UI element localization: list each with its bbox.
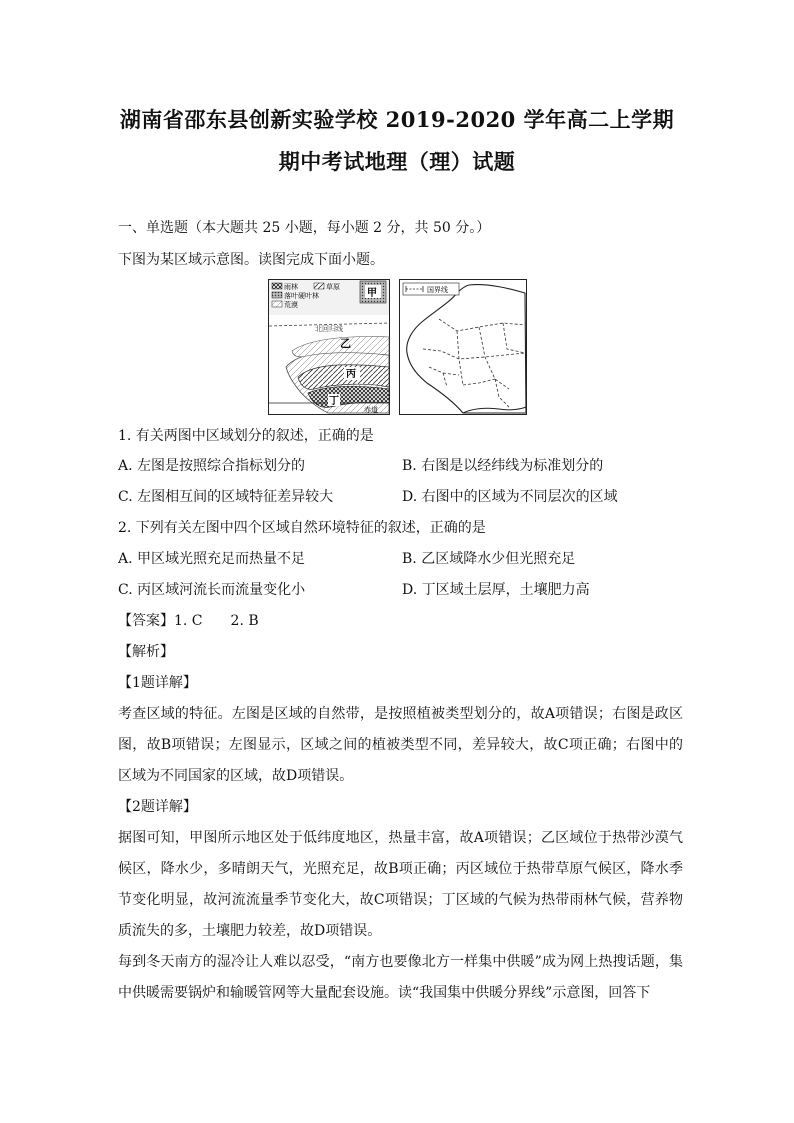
question-2-stem: 2. 下列有关左图中四个区域自然环境特征的叙述，正确的是 [118, 520, 486, 536]
question-2-detail-label: 【2题详解】 [118, 799, 197, 815]
label-tropic: 北回归线 [315, 326, 343, 333]
right-political-map [399, 279, 527, 415]
question-2-option-c: C. 丙区域河流长而流量变化小 [118, 582, 306, 598]
question-1-stem: 1. 有关两图中区域划分的叙述，正确的是 [118, 428, 374, 444]
answer-label: 【答案】 [118, 613, 174, 629]
legend-rainforest: 雨林 [284, 284, 298, 291]
question-1-option-c: C. 左图相互间的区域特征差异较大 [118, 489, 334, 505]
next-question-intro: 每到冬天南方的湿冷让人难以忍受，“南方也要像北方一样集中供暖”成为网上热搜话题，集中供暖需要锅炉和输暖管网等大量配套设施。读“我国集中供暖分界线”示意图，回答下 [118, 954, 683, 1001]
answer-1: 1. C [174, 613, 203, 629]
document-title-line-2: 期中考试地理（理）试题 [278, 149, 516, 174]
analysis-label: 【解析】 [118, 644, 174, 660]
question-1-detail-label: 【1题详解】 [118, 675, 197, 691]
answer-line [118, 611, 688, 631]
label-equator: 赤道 [364, 407, 378, 414]
question-2-option-a: A. 甲区域光照充足而热量不足 [118, 551, 306, 567]
left-vegetation-map [268, 279, 390, 415]
question-2-detail-text: 据图可知，甲图所示地区处于低纬度地区，热量丰富，故A项错误；乙区域位于热带沙漠气候区，降水少，多晴朗天气，光照充足，故B项正确；丙区域位于热带草原气候区，降水季节变化明显，故河流流量季节变化大，故C项错误；丁区域的气候为热带雨林气候，营养物质流失的多，土壤肥力较差，故D项错误。 [118, 830, 683, 939]
section-header: 一、单选题（本大题共 25 小题，每小题 2 分，共 50 分。） [118, 220, 491, 236]
label-jia: 甲 [367, 288, 377, 299]
question-intro: 下图为某区域示意图。读图完成下面小题。 [118, 252, 384, 268]
legend-sclerophyll-forest: 落叶硬叶林 [284, 293, 319, 300]
legend-border-line: 国界线 [427, 287, 448, 294]
legend-grassland: 草原 [326, 284, 340, 291]
label-ding: 丁 [329, 396, 339, 407]
question-2-option-d: D. 丁区域土层厚，土壤肥力高 [402, 582, 590, 598]
label-bing: 丙 [346, 369, 356, 380]
question-1-detail-text: 考查区域的特征。左图是区域的自然带，是按照植被类型划分的，故A项错误；右图是政区图，故B项错误；左图显示，区域之间的植被类型不同，差异较大，故C项正确；右图中的区域为不同国家的区域，故D项错误。 [118, 706, 683, 784]
question-1-option-a: A. 左图是按照综合指标划分的 [118, 458, 306, 474]
label-yi: 乙 [340, 337, 351, 350]
question-2-option-b: B. 乙区域降水少但光照充足 [402, 551, 576, 567]
question-1-option-b: B. 右图是以经纬线为标准划分的 [402, 458, 604, 474]
legend-desert: 荒漠 [284, 302, 298, 309]
answer-2: 2. B [230, 613, 259, 629]
question-1-option-d: D. 右图中的区域为不同层次的区域 [402, 489, 618, 505]
document-title-line-1: 湖南省邵东县创新实验学校 2019-2020 学年高二上学期 [119, 107, 675, 132]
